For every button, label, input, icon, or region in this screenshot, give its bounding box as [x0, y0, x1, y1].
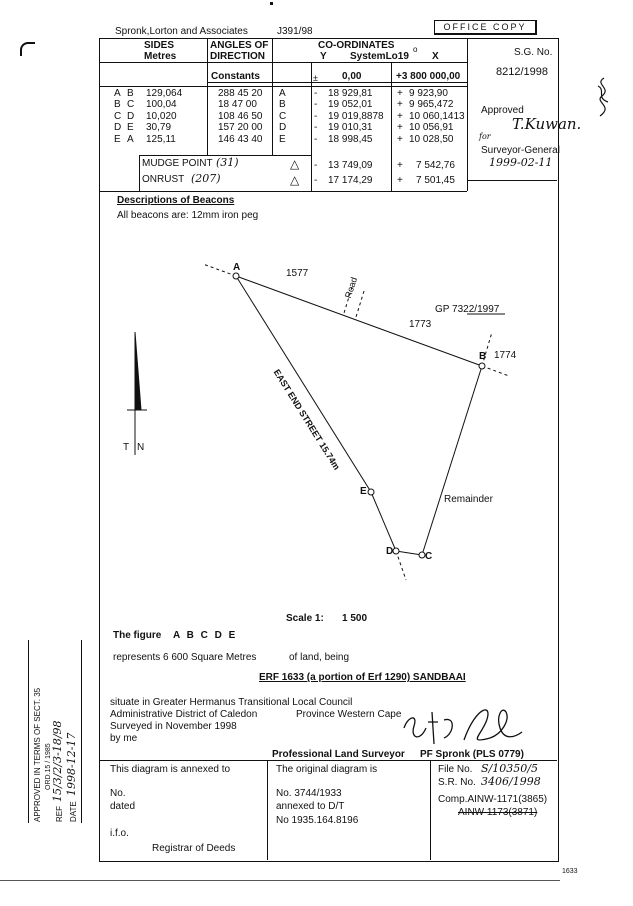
- point-column: A B C D E: [279, 88, 287, 145]
- stamp-ref-label: REF: [55, 806, 64, 822]
- trig-mudge-number: (31): [216, 156, 239, 169]
- original-label: The original diagram is: [276, 764, 378, 775]
- beacon-d: [393, 548, 399, 554]
- trig-symbol-2: △: [290, 173, 300, 187]
- trig-y-sign-1: -: [314, 160, 318, 171]
- constant-x: +3 800 000,00: [396, 71, 461, 82]
- north-n: N: [137, 442, 145, 453]
- file-no-label: File No.: [438, 764, 473, 775]
- annexed-no: No.: [110, 788, 126, 799]
- scan-line: [0, 880, 560, 881]
- sg-signature: T.Kuwan.: [512, 115, 582, 133]
- trig-x-sign-2: +: [397, 175, 403, 186]
- registrar-label: Registrar of Deeds: [152, 843, 236, 854]
- header-system: SystemLo19: [350, 51, 409, 62]
- trig-y-2: 17 174,29: [328, 175, 373, 186]
- sg-approved: Approved: [481, 105, 524, 116]
- annexed-dt: annexed to D/T: [276, 801, 345, 812]
- remainder-label: Remainder: [444, 494, 493, 505]
- sg-for: for: [479, 132, 491, 141]
- erf-description: ERF 1633 (a portion of Erf 1290) SANDBAAI: [259, 672, 466, 683]
- pls-role: Professional Land Surveyor: [272, 749, 405, 760]
- y-value-column: 18 929,81 19 052,01 19 019,8878 19 010,31 18 998,45: [328, 88, 384, 145]
- scale-value: 1 500: [342, 613, 368, 624]
- header-sides: SIDES: [144, 40, 175, 51]
- office-copy-stamp: OFFICE COPY: [434, 20, 537, 35]
- figure-area: represents 6 600 Square Metres: [113, 652, 257, 663]
- sg-label: S.G. No.: [514, 47, 553, 58]
- beacon-b: [479, 363, 485, 369]
- x-value-column: 9 923,90 9 965,472 10 060,1413 10 056,91 10 028,50: [409, 88, 465, 145]
- figure-label: The figure: [113, 630, 162, 641]
- job-reference: J391/98: [277, 26, 313, 37]
- trig-symbol-1: △: [290, 157, 300, 171]
- stamp-ref: 15/3/2/3-18/98: [51, 720, 64, 802]
- trig-x-1: 7 542,76: [416, 160, 455, 171]
- label-d: D: [386, 546, 394, 557]
- beacon-e: [368, 489, 374, 495]
- province-text: Province Western Cape: [296, 709, 402, 720]
- header-angles: ANGLES OF: [210, 40, 269, 51]
- figure-letters: A B C D E: [173, 630, 238, 641]
- sg-number: 8212/1998: [496, 66, 548, 78]
- street-label: EAST END STREET 15.74m: [271, 367, 342, 472]
- comp-reference: Comp.AINW-1171(3865): [438, 794, 548, 805]
- label-a: A: [233, 262, 241, 273]
- header-direction: DIRECTION: [210, 51, 265, 62]
- trig-mudge-point: MUDGE POINT: [142, 158, 213, 169]
- constant-y-sign: ±: [313, 73, 318, 83]
- trig-onrust: ONRUST: [142, 174, 185, 185]
- header-degree: o: [413, 45, 418, 54]
- road-label: Road: [342, 275, 360, 300]
- gp-reference: GP 7322/1997: [435, 304, 500, 315]
- label-e: E: [360, 486, 367, 497]
- stamp-date-label: DATE: [69, 801, 78, 822]
- side-from-column: A B C D E: [114, 88, 122, 145]
- constant-y: 0,00: [342, 71, 362, 82]
- constants-label: Constants: [211, 71, 260, 82]
- label-c: C: [425, 551, 433, 562]
- header-x: X: [432, 51, 439, 62]
- scan-dot: [270, 2, 273, 5]
- figure-of-land: of land, being: [289, 652, 350, 663]
- annexed-label: This diagram is annexed to: [110, 764, 231, 775]
- header-sides-unit: Metres: [144, 51, 177, 62]
- page-number: 1633: [562, 868, 578, 875]
- file-no-value: S/10350/5: [481, 762, 538, 775]
- angle-column: 288 45 20 18 47 00 108 46 50 157 20 00 146 43 40: [218, 88, 263, 145]
- stamp-line-2: ORD.15 / 1985: [45, 743, 52, 790]
- firm-name: Spronk,Lorton and Associates: [115, 26, 248, 37]
- beacons-heading: Descriptions of Beacons: [117, 195, 235, 206]
- pls-name: PF Spronk (PLS 0779): [420, 749, 524, 760]
- x-sign-column: + + + + +: [397, 88, 403, 145]
- side-to-column: B C D E A: [127, 88, 135, 145]
- label-b: B: [479, 351, 487, 362]
- y-sign-column: - - - - -: [314, 88, 318, 145]
- ifo-label: i.f.o.: [110, 828, 129, 839]
- ainw-struck: AINW 1173(3871): [458, 807, 538, 818]
- sr-no-value: 3406/1998: [481, 775, 541, 788]
- annexed-dated: dated: [110, 801, 136, 812]
- original-no2: No 1935.164.8196: [276, 815, 359, 826]
- scale-label: Scale 1:: [286, 613, 324, 624]
- stamp-line-1: APPROVED IN TERMS OF SECT. 35: [33, 687, 42, 822]
- north-t: T: [123, 442, 130, 453]
- trig-x-sign-1: +: [397, 160, 403, 171]
- sg-date: 1999-02-11: [489, 156, 553, 169]
- neighbour-1577: 1577: [286, 268, 309, 279]
- trig-y-sign-2: -: [314, 175, 318, 186]
- trig-y-1: 13 749,09: [328, 160, 373, 171]
- by-me-text: by me: [110, 733, 138, 744]
- situate-text: situate in Greater Hermanus Transitional Local Council: [110, 697, 353, 708]
- beacons-text: All beacons are: 12mm iron peg: [117, 210, 259, 221]
- district-text: Administrative District of Caledon: [110, 709, 258, 720]
- header-y: Y: [320, 51, 327, 62]
- original-no: No. 3744/1933: [276, 788, 342, 799]
- stamp-date: 1998-12-17: [65, 732, 78, 796]
- surveyor-signature: [398, 698, 530, 756]
- neighbour-1773: 1773: [409, 319, 432, 330]
- sr-no-label: S.R. No.: [438, 777, 476, 788]
- neighbour-1774: 1774: [494, 350, 517, 361]
- side-length-column: 129,064 100,04 10,020 30,79 125,11: [146, 88, 183, 145]
- trig-onrust-number: (207): [191, 172, 221, 185]
- header-coordinates: CO-ORDINATES: [318, 40, 395, 51]
- trig-x-2: 7 501,45: [416, 175, 455, 186]
- surveyed-text: Surveyed in November 1998: [110, 721, 237, 732]
- sg-title: Surveyor-General: [481, 145, 560, 156]
